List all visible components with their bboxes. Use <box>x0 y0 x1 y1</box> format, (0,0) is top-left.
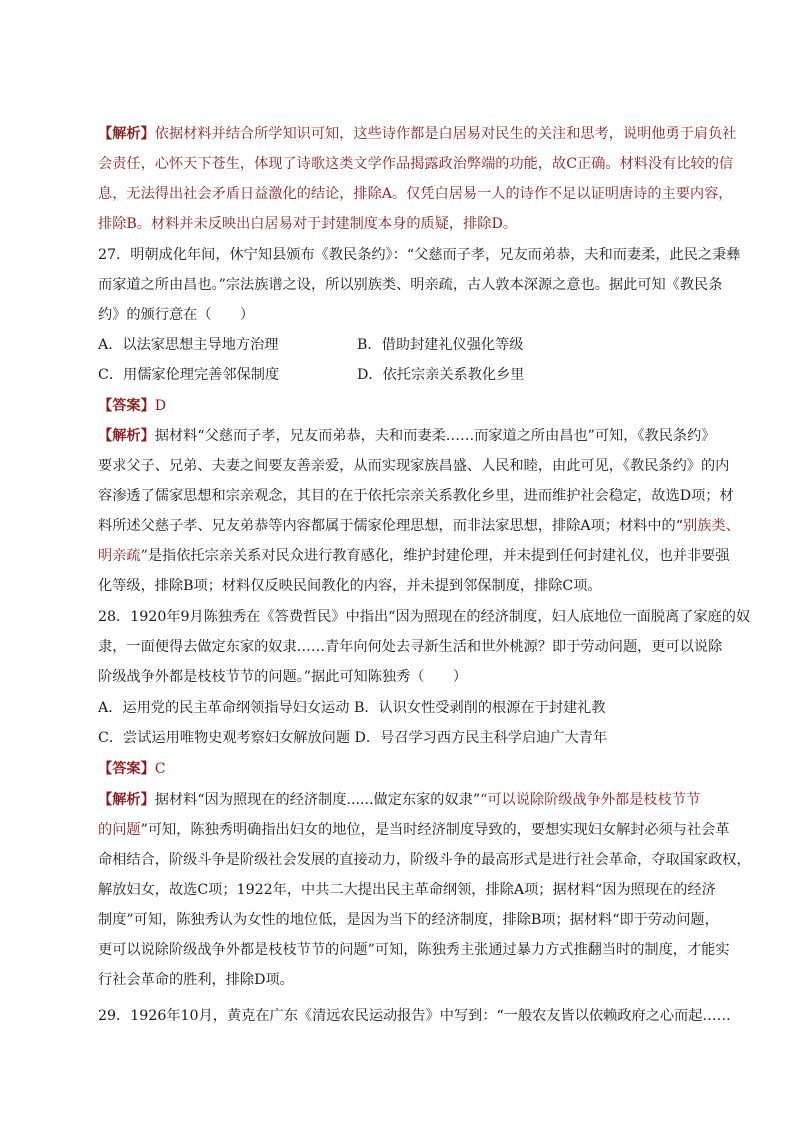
q28-stem-line-1: 28．1920年9月陈独秀在《答费哲民》中指出“因为照现在的经济制度，妇人底地位一面脱离了家庭的奴 <box>98 609 751 625</box>
q27-stem-line-2: 而家道之所由昌也。”宗法族谱之设，所以别族类、明亲疏，古人敦本深源之意也。据此可知《教民条 <box>98 277 723 293</box>
q26-analysis-line-1: 【解析】依据材料并结合所学知识可知，这些诗作都是白居易对民生的关注和思考，说明他勇于肩负社 <box>98 126 737 142</box>
q28-analysis-line-2: 的问题”可知，陈独秀明确指出妇女的地位，是当时经济制度导致的，要想实现妇女解封必须与社会革 <box>98 822 730 838</box>
q28-analysis-line-6: 更可以说除阶级战争外都是枝枝节节的问题”可知，陈独秀主张通过暴力方式推翻当时的制度，才能实 <box>98 942 730 958</box>
q27-option-b: B．借助封建礼仪强化等级 <box>357 337 524 353</box>
analysis-label: 【解析】 <box>98 126 155 142</box>
q27-analysis-line-5: 明亲疏”是指依托宗亲关系对民众进行教育感化，维护封建伦理，并未提到任何封建礼仪，也并非要强 <box>98 548 730 564</box>
q27-stem-line-3: 约》的颁行意在（ ） <box>98 307 255 323</box>
q26-analysis-line-4: 排除B。材料并未反映出白居易对于封建制度本身的质疑，排除D。 <box>98 216 518 232</box>
q28-analysis-line-5: 制度”可知，陈独秀认为女性的地位低，是因为当下的经济制度，排除B项；据材料“即于劳动问题， <box>98 912 719 928</box>
q28-answer-value: C <box>154 761 166 777</box>
q26-analysis-line-3: 息，无法得出社会矛盾日益激化的结论，排除A。仅凭白居易一人的诗作不足以证明唐诗的主要内容， <box>98 186 733 202</box>
q27-analysis-line-3: 容渗透了儒家思想和宗亲观念，其目的在于依托宗亲关系教化乡里，进而维护社会稳定，故选D项；材 <box>98 488 734 504</box>
q26-analysis-line-2: 会责任，心怀天下苍生，体现了诗歌这类文学作品揭露政治弊端的功能，故C正确。材料没有比较的信 <box>98 156 734 172</box>
q28-options-ab: A．运用党的民主革命纲领指导妇女运动 B．认识女性受剥削的根源在于封建礼教 <box>98 700 606 716</box>
q28-analysis-line-1: 【解析】据材料“因为照现在的经济制度......做定东家的奴隶”“可以说除阶级战争外都是枝枝节节 <box>98 792 701 808</box>
q28-answer: 【答案】C <box>98 761 166 777</box>
q28-analysis-line-7: 行社会革命的胜利，排除D项。 <box>98 972 294 988</box>
q27-analysis-line-6: 化等级，排除B项；材料仅反映民间教化的内容，并未提到邻保制度，排除C项。 <box>98 578 602 594</box>
q27-answer-value: D <box>154 398 167 414</box>
q27-option-d: D．依托宗亲关系教化乡里 <box>357 367 525 383</box>
q27-stem-line-1: 27．明朝成化年间，休宁知县颁布《教民条约》：“父慈而子孝，兄友而弟恭，夫和而妻柔，此民之秉彝 <box>98 247 741 263</box>
q28-stem-line-2: 隶，一面便得去做定东家的奴隶……青年向何处去寻新生活和世外桃源？即于劳动问题，更可以说除 <box>98 639 723 655</box>
q28-options-cd: C．尝试运用唯物史观考察妇女解放问题 D．号召学习西方民主科学启迪广大青年 <box>98 730 608 746</box>
q29-stem-line-1: 29．1926年10月，黄克在广东《清远农民运动报告》中写到：“一般农友皆以依赖政府之心而起…… <box>98 1008 731 1024</box>
q27-option-a: A．以法家思想主导地方治理 <box>98 337 279 353</box>
q27-option-c: C．用儒家伦理完善邻保制度 <box>98 367 280 383</box>
q28-stem-line-3: 阶级战争外都是枝枝节节的问题。”据此可知陈独秀（ ） <box>98 669 468 685</box>
q27-analysis-line-1: 【解析】据材料“父慈而子孝，兄友而弟恭，夫和而妻柔……而家道之所由昌也”可知，《教民条约》 <box>98 428 716 444</box>
q27-analysis-line-2: 要求父子、兄弟、夫妻之间要友善亲爱，从而实现家族昌盛、人民和睦，由此可见，《教民条约》的内 <box>98 458 730 474</box>
q28-analysis-line-3: 命相结合，阶级斗争是阶级社会发展的直接动力，阶级斗争的最高形式是进行社会革命，夺取国家政权， <box>98 852 751 868</box>
q27-analysis-line-4: 料所述父慈子孝、兄友弟恭等内容都属于儒家伦理思想，而非法家思想，排除A项；材料中的“别族类、 <box>98 518 740 534</box>
q27-answer: 【答案】D <box>98 398 167 414</box>
q28-analysis-line-4: 解放妇女，故选C项；1922年，中共二大提出民主革命纲领，排除A项；据材料“因为照现在的经济 <box>98 882 716 898</box>
